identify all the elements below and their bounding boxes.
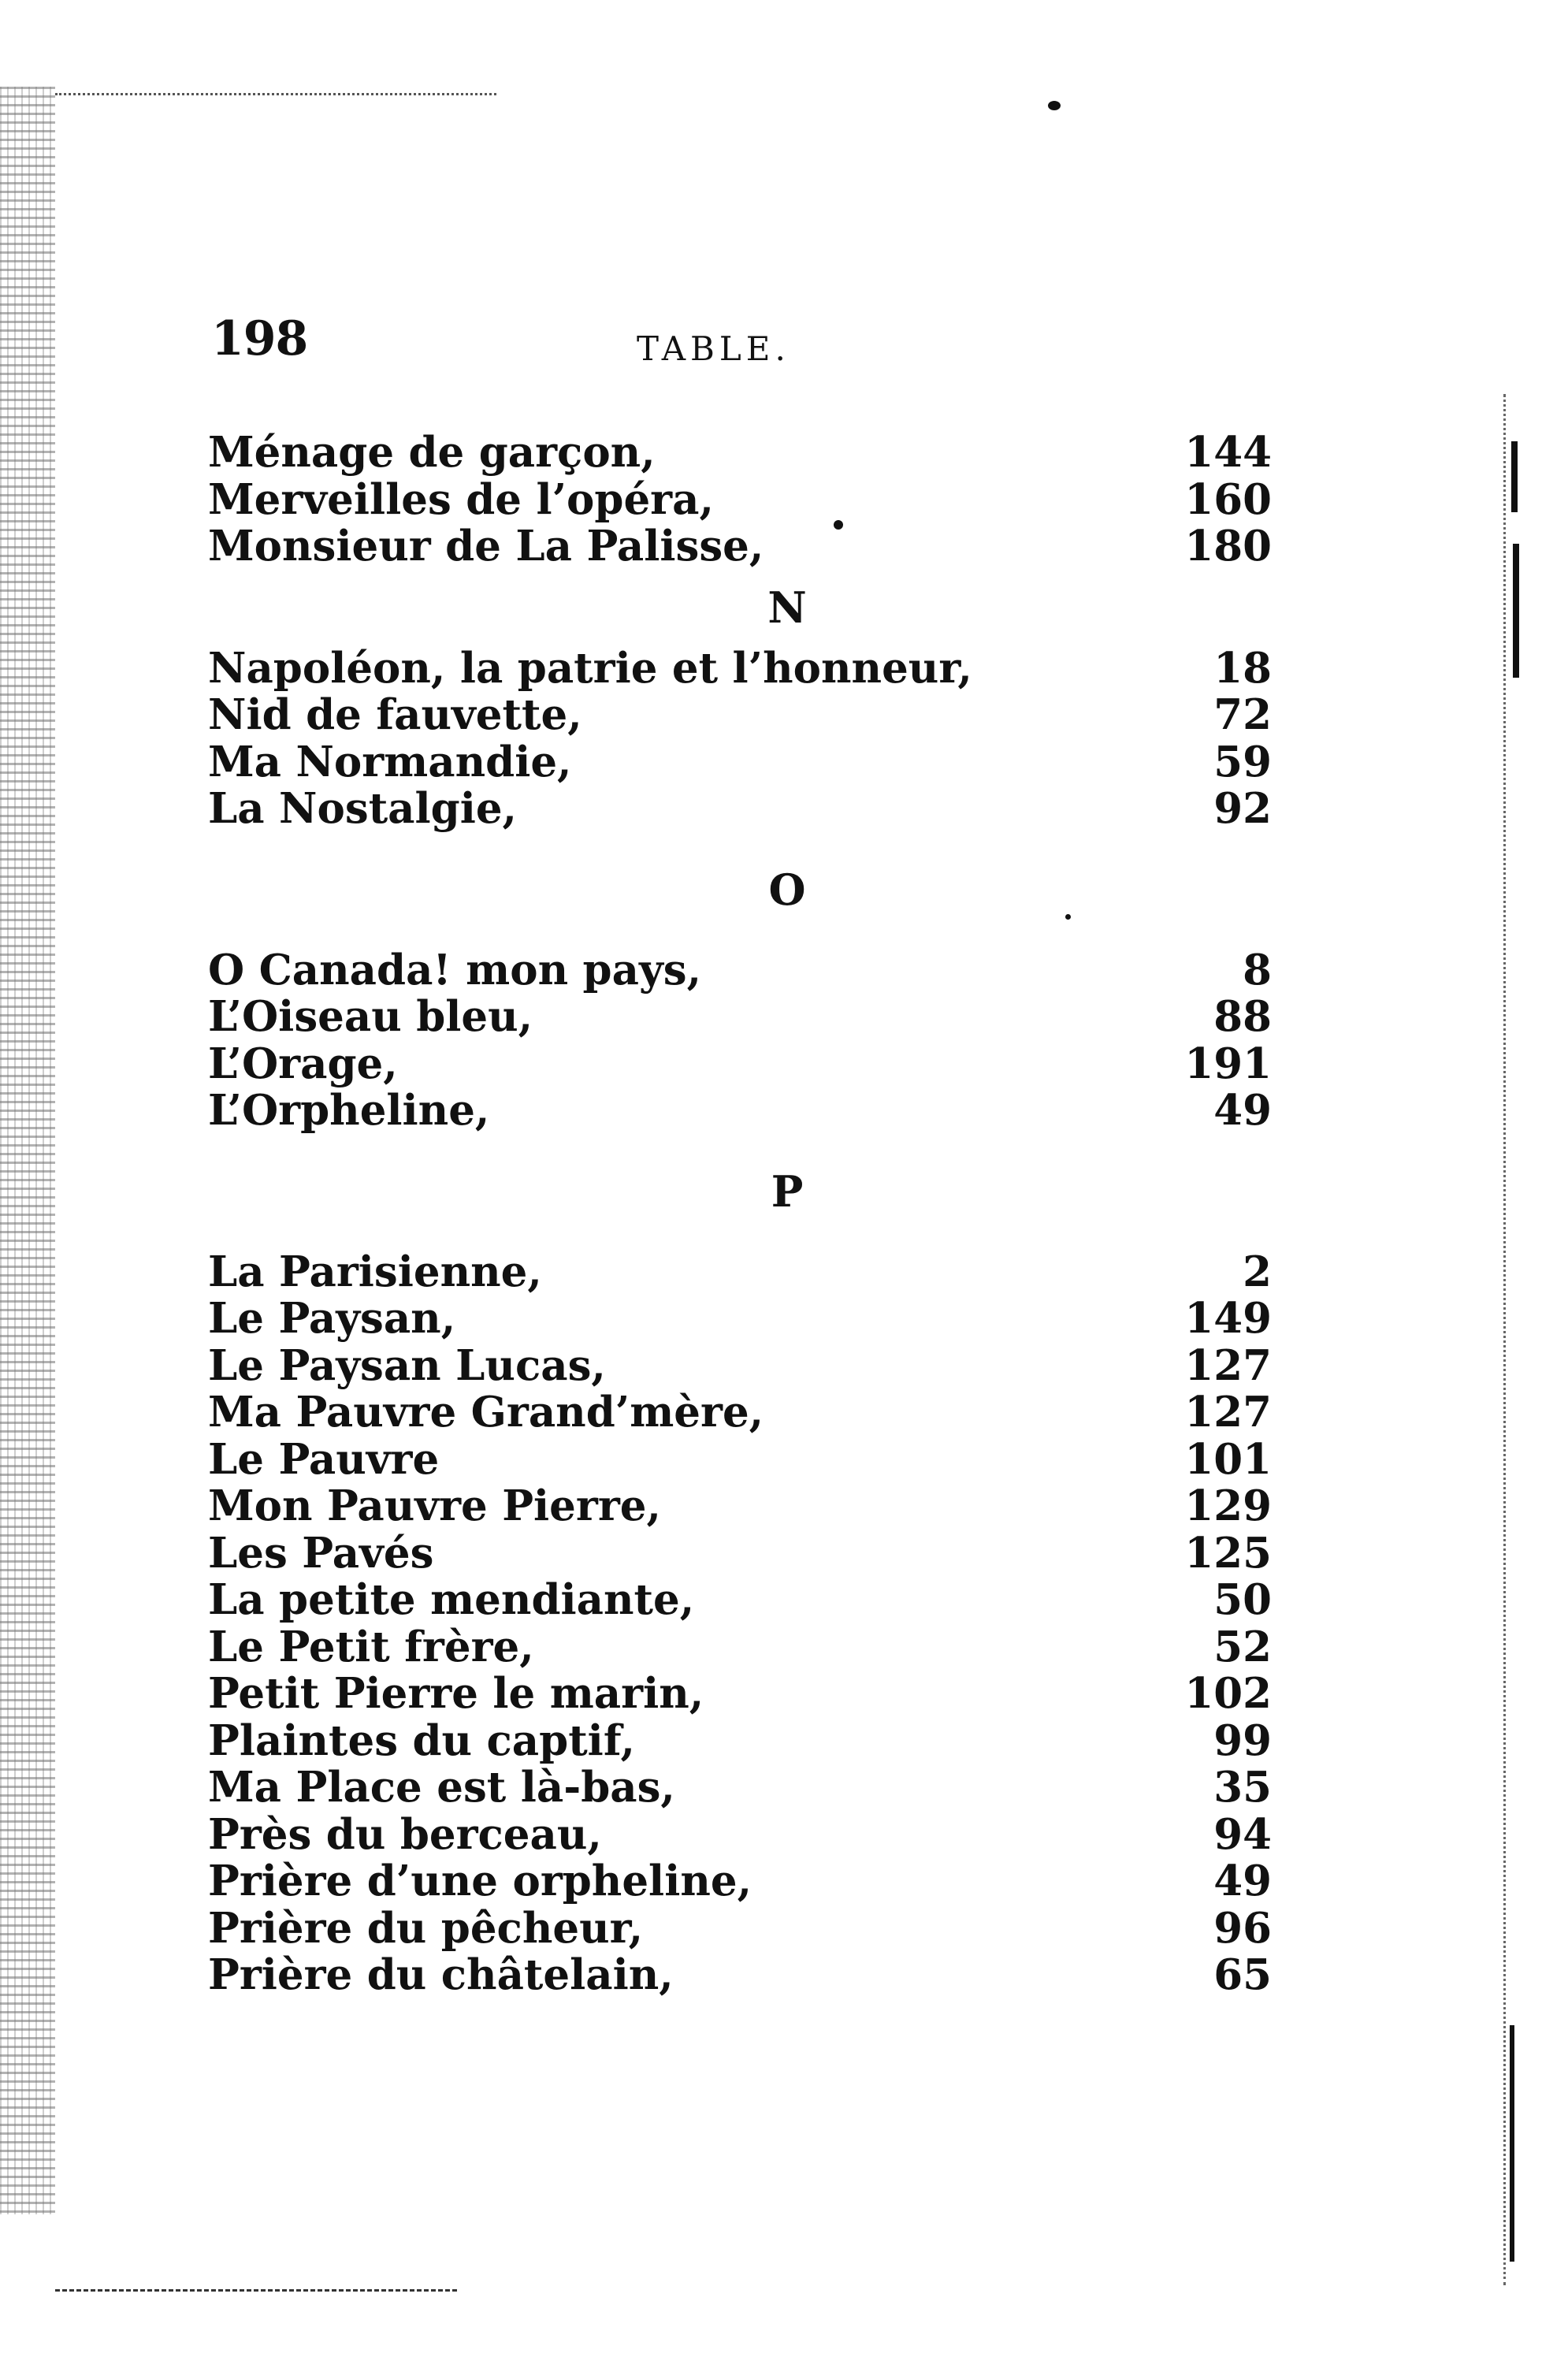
index-entry [208, 1858, 1272, 1905]
index-entry [208, 1718, 1272, 1765]
entry-page: 96 [1213, 1903, 1272, 1953]
entry-title: Prière du châtelain, [208, 1950, 674, 1999]
index-section [208, 571, 1272, 833]
entry-title: L’Orpheline, [208, 1086, 490, 1135]
entry-page: 65 [1213, 1950, 1272, 1999]
entry-page: 18 [1213, 643, 1272, 693]
entry-page: 191 [1184, 1039, 1272, 1088]
index-entry [208, 947, 1272, 994]
entry-page: 101 [1184, 1434, 1272, 1484]
entry-title: O Canada! mon pays, [208, 945, 702, 994]
entry-page: 127 [1184, 1388, 1272, 1437]
entry-title: Plaintes du captif, [208, 1716, 635, 1765]
index-section [208, 833, 1272, 1135]
index-entry [208, 1764, 1272, 1812]
index-entry [208, 786, 1272, 833]
entry-title: Prière du pêcheur, [208, 1903, 644, 1953]
entry-title: Ma Pauvre Grand’mère, [208, 1388, 764, 1437]
entry-title: La petite mendiante, [208, 1575, 695, 1624]
entry-title: Le Petit frère, [208, 1622, 534, 1671]
entry-page: 92 [1213, 784, 1272, 833]
running-head: TABLE. [637, 329, 790, 368]
index-entry [208, 1340, 1272, 1390]
entry-title: L’Oiseau bleu, [208, 992, 533, 1041]
entry-title: Mon Pauvre Pierre, [208, 1481, 661, 1530]
index-entry [208, 1952, 1272, 1999]
index-section [208, 429, 1272, 571]
index-entry [208, 1671, 1272, 1718]
top-edge-artifact [55, 93, 496, 99]
entry-page: 127 [1184, 1340, 1272, 1390]
entry-page: 2 [1243, 1247, 1272, 1296]
page-number: 198 [211, 311, 308, 366]
index-entry [208, 994, 1272, 1041]
entry-title: Ménage de garçon, [208, 428, 656, 477]
entry-page: 72 [1213, 690, 1272, 739]
entry-title: Le Paysan Lucas, [208, 1340, 606, 1390]
edge-mark [1513, 544, 1519, 678]
index-entry [208, 1296, 1272, 1343]
index-entry [208, 1087, 1272, 1135]
entry-title: Ma Normandie, [208, 737, 572, 786]
entry-page: 52 [1213, 1622, 1272, 1671]
entry-page: 125 [1184, 1528, 1272, 1578]
entry-page: 99 [1213, 1716, 1272, 1765]
entry-page: 49 [1213, 1857, 1272, 1905]
entry-title: La Nostalgie, [208, 784, 518, 833]
section-letter: N [767, 582, 807, 633]
entry-page: 129 [1184, 1481, 1272, 1530]
index-entry [208, 1624, 1272, 1671]
binding-edge [0, 87, 55, 2214]
entry-title: Napoléon, la patrie et l’honneur, [208, 643, 972, 693]
index-section [208, 1135, 1272, 1999]
index-entry [208, 1530, 1272, 1578]
entry-title: Monsieur de La Palisse, [208, 522, 764, 571]
index-entry [208, 1483, 1272, 1530]
entry-page: 59 [1213, 737, 1272, 786]
entry-page: 160 [1184, 474, 1272, 524]
entry-page: 102 [1184, 1669, 1272, 1718]
index-entry [208, 1041, 1272, 1088]
entry-title: L’Orage, [208, 1039, 398, 1088]
section-letter: O [768, 864, 806, 915]
index-entry [208, 1249, 1272, 1296]
entry-page: 50 [1213, 1575, 1272, 1624]
index-entry [208, 1389, 1272, 1437]
index-entry [208, 692, 1272, 739]
edge-mark [1510, 2025, 1514, 2262]
entry-page: 8 [1243, 945, 1272, 994]
entry-title: Le Pauvre [208, 1434, 440, 1484]
bottom-edge-artifact [55, 2289, 457, 2296]
entry-page: 88 [1213, 992, 1272, 1041]
index-entry [208, 739, 1272, 786]
entry-page: 49 [1213, 1086, 1272, 1135]
entry-title: Nid de fauvette, [208, 690, 582, 739]
entry-title: Petit Pierre le marin, [208, 1669, 704, 1718]
index-entry [208, 1905, 1272, 1953]
index-entry [208, 1809, 1272, 1859]
entry-title: Merveilles de l’opéra, [208, 474, 714, 524]
index-entry [208, 474, 1272, 524]
index-entry [208, 1577, 1272, 1624]
entry-title: Ma Place est là-bas, [208, 1763, 675, 1812]
entry-page: 94 [1213, 1809, 1272, 1859]
entry-page: 149 [1184, 1294, 1272, 1343]
entry-title: Le Paysan, [208, 1294, 456, 1343]
section-letter: P [771, 1165, 804, 1217]
right-edge-artifact [1503, 394, 1510, 2285]
index-entry [208, 645, 1272, 693]
entry-page: 180 [1184, 522, 1272, 571]
entry-title: La Parisienne, [208, 1247, 542, 1296]
index-entry [208, 1434, 1272, 1484]
index-table [208, 429, 1272, 1999]
entry-page: 144 [1184, 428, 1272, 477]
entry-title: Prière d’une orpheline, [208, 1857, 752, 1905]
entry-title: Les Pavés [208, 1528, 434, 1578]
entry-title: Près du berceau, [208, 1809, 602, 1859]
index-entry [208, 429, 1272, 477]
edge-mark [1511, 441, 1518, 512]
index-entry [208, 523, 1272, 571]
ink-speck [1048, 101, 1061, 110]
entry-page: 35 [1213, 1763, 1272, 1812]
